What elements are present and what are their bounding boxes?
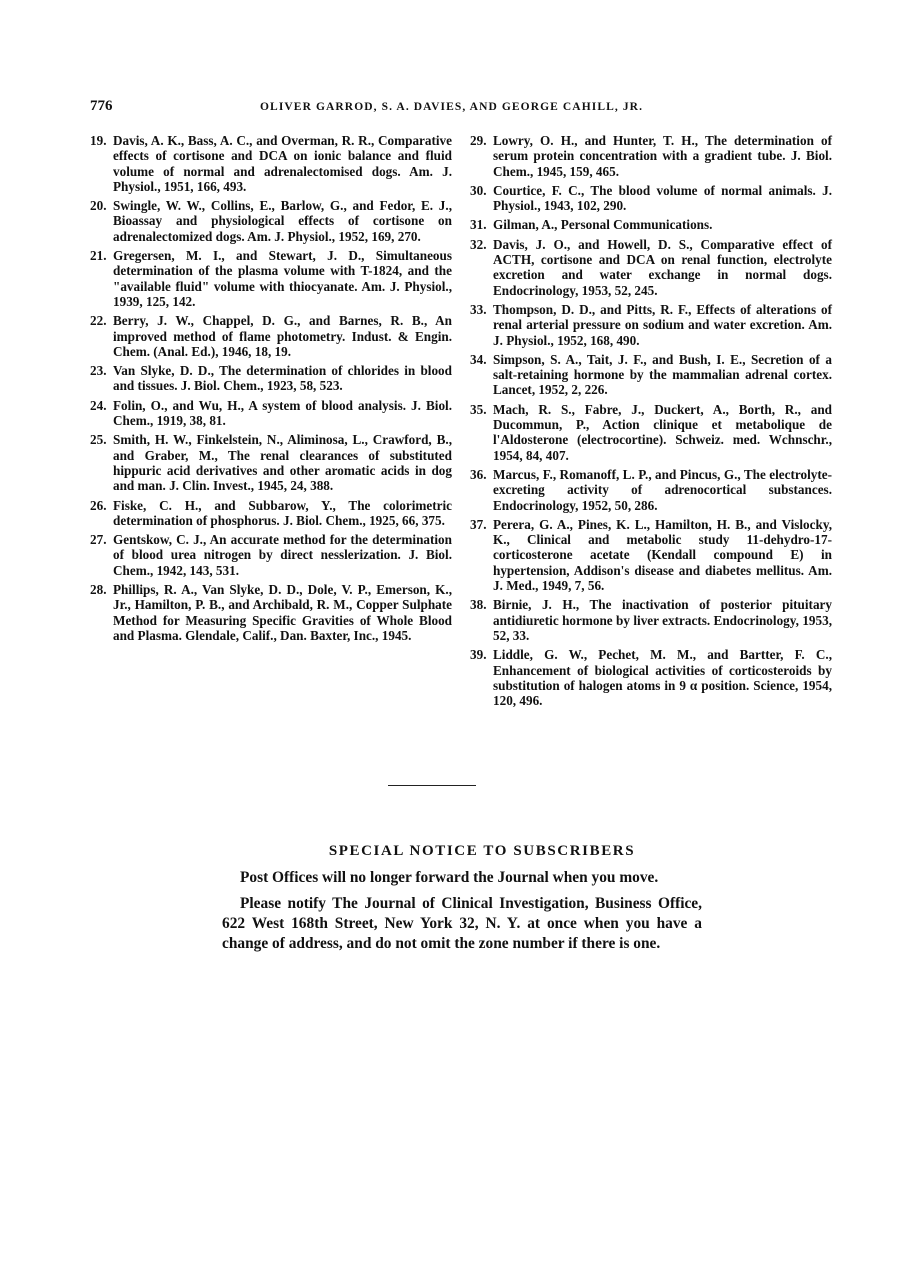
reference-number: 34. xyxy=(470,351,487,367)
reference-text: Davis, A. K., Bass, A. C., and Overman, R. R., Comparative effects of cortisone and DCA on ionic balance and fluid volume of normal and adrenalectomised dogs. Am. J. Physiol., 1951, 166, 493. xyxy=(113,133,452,194)
reference-text: Marcus, F., Romanoff, L. P., and Pincus, G., The electrolyte-excreting activity of adrenocortical substances. Endocrinology, 1952, 50, 286. xyxy=(493,466,832,513)
reference-number: 20. xyxy=(90,198,107,214)
reference-item xyxy=(90,498,452,529)
reference-item xyxy=(470,302,832,348)
reference-item xyxy=(90,532,452,578)
reference-text: Lowry, O. H., and Hunter, T. H., The determination of serum protein concentration with a gradient tube. J. Biol. Chem., 1945, 159, 465. xyxy=(493,133,832,179)
reference-item xyxy=(470,402,832,463)
reference-item xyxy=(470,352,832,398)
reference-item xyxy=(90,363,452,394)
reference-number: 38. xyxy=(470,597,487,613)
reference-item xyxy=(470,217,832,232)
reference-number: 31. xyxy=(470,217,487,233)
reference-number: 24. xyxy=(90,397,107,413)
notice-paragraph: Post Offices will no longer forward the Journal when you move. xyxy=(240,869,659,886)
reference-item xyxy=(470,467,832,513)
reference-text: Liddle, G. W., Pechet, M. M., and Bartter, F. C., Enhancement of biological activities of corticosteroids by substitution of halogen atoms in 9 α position. Science, 1954, 120, 496. xyxy=(493,647,832,709)
reference-text: Perera, G. A., Pines, K. L., Hamilton, H. B., and Vislocky, K., Clinical and metabolic study 11-dehydro-17-corticosterone acetate (Kendall compound E) in hypertension, Addison's disease and diabetes mellitus. Am. J. Med., 1949, 7, 56. xyxy=(493,516,832,594)
reference-item xyxy=(90,398,452,429)
reference-number: 19. xyxy=(90,133,107,148)
reference-text: Birnie, J. H., The inactivation of posterior pituitary antidiuretic hormone by liver extracts. Endocrinology, 1953, 52, 33. xyxy=(493,597,832,643)
section-divider xyxy=(388,785,476,786)
reference-number: 30. xyxy=(470,182,487,198)
reference-item xyxy=(470,517,832,593)
reference-item xyxy=(470,133,832,179)
reference-number: 32. xyxy=(470,236,487,252)
reference-item xyxy=(90,582,452,643)
reference-number: 28. xyxy=(90,582,107,598)
reference-number: 26. xyxy=(90,497,107,513)
references-left-column xyxy=(90,133,452,647)
reference-number: 22. xyxy=(90,313,107,329)
reference-number: 39. xyxy=(470,647,487,663)
reference-number: 37. xyxy=(470,516,487,532)
running-head: OLIVER GARROD, S. A. DAVIES, AND GEORGE CAHILL, JR. xyxy=(260,101,644,113)
reference-item xyxy=(90,432,452,493)
references-right-column xyxy=(470,133,832,712)
reference-text: Phillips, R. A., Van Slyke, D. D., Dole, V. P., Emerson, K., Jr., Hamilton, P. B., and Archibald, R. M., Copper Sulphate Method for Measuring Specific Gravities of Whole Blood and Plasma. Glendale, Calif., Dan. Baxter, Inc., 1945. xyxy=(113,582,452,643)
reference-number: 27. xyxy=(90,532,107,548)
reference-text: Thompson, D. D., and Pitts, R. F., Effects of alterations of renal arterial pressure on sodium and water excretion. Am. J. Physiol., 1952, 168, 490. xyxy=(493,301,832,348)
reference-text: Van Slyke, D. D., The determination of chlorides in blood and tissues. J. Biol. Chem., 1923, 58, 523. xyxy=(113,363,452,394)
reference-number: 29. xyxy=(470,133,487,148)
notice-title: SPECIAL NOTICE TO SUBSCRIBERS xyxy=(328,843,636,859)
reference-item xyxy=(90,133,452,194)
reference-number: 25. xyxy=(90,432,107,448)
reference-item xyxy=(470,597,832,643)
reference-text: Gentskow, C. J., An accurate method for the determination of blood urea nitrogen by direct nesslerization. J. Biol. Chem., 1942, 143, 531. xyxy=(113,532,452,578)
reference-text: Fiske, C. H., and Subbarow, Y., The colorimetric determination of phosphorus. J. Biol. Chem., 1925, 66, 375. xyxy=(113,497,452,528)
reference-item xyxy=(470,647,832,708)
reference-text: Berry, J. W., Chappel, D. G., and Barnes, R. B., An improved method of flame photometry. Indust. & Engin. Chem. (Anal. Ed.), 1946, 18, 19. xyxy=(113,313,452,359)
reference-text: Smith, H. W., Finkelstein, N., Aliminosa, L., Crawford, B., and Graber, M., The renal clearances of substituted hippuric acid derivatives and other aromatic acids in dog and man. J. Clin. Invest., 1945, 24, 388. xyxy=(113,432,452,494)
reference-number: 36. xyxy=(470,466,487,482)
reference-item xyxy=(90,313,452,359)
reference-text: Mach, R. S., Fabre, J., Duckert, A., Borth, R., and Ducommun, P., Action clinique et metabolique de l'Aldosterone (electrocortine). Schweiz. med. Wchnschr., 1954, 84, 407. xyxy=(493,401,832,463)
reference-item xyxy=(470,183,832,214)
reference-number: 21. xyxy=(90,248,107,264)
reference-text: Gregersen, M. I., and Stewart, J. D., Simultaneous determination of the plasma volume with T-1824, and the "available fluid" volume with thiocyanate. Am. J. Physiol., 1939, 125, 142. xyxy=(113,248,452,309)
reference-number: 35. xyxy=(470,401,487,417)
reference-item xyxy=(470,237,832,298)
reference-text: Courtice, F. C., The blood volume of normal animals. J. Physiol., 1943, 102, 290. xyxy=(493,182,832,214)
subscriber-notice xyxy=(222,843,702,960)
reference-text: Davis, J. O., and Howell, D. S., Comparative effect of ACTH, cortisone and DCA on renal function, electrolyte excretion and water exchange in normal dogs. Endocrinology, 1953, 52, 245. xyxy=(493,236,832,298)
reference-text: Gilman, A., Personal Communications. xyxy=(493,217,713,233)
page-number: 776 xyxy=(90,98,113,114)
reference-item xyxy=(90,248,452,309)
notice-paragraph: Please notify The Journal of Clinical Investigation, Business Office, 622 West 168th Street, New York 32, N. Y. at once when you have a change of address, and do not omit the zone number if there is one. xyxy=(222,895,702,952)
page-header xyxy=(90,98,830,118)
reference-number: 23. xyxy=(90,363,107,379)
reference-item xyxy=(90,198,452,244)
reference-text: Simpson, S. A., Tait, J. F., and Bush, I. E., Secretion of a salt-retaining hormone by the mammalian adrenal cortex. Lancet, 1952, 2, 226. xyxy=(493,351,832,398)
reference-number: 33. xyxy=(470,301,487,317)
reference-text: Folin, O., and Wu, H., A system of blood analysis. J. Biol. Chem., 1919, 38, 81. xyxy=(113,397,452,429)
reference-text: Swingle, W. W., Collins, E., Barlow, G., and Fedor, E. J., Bioassay and physiological effects of cortisone on adrenalectomized dogs. Am. J. Physiol., 1952, 169, 270. xyxy=(113,198,452,244)
